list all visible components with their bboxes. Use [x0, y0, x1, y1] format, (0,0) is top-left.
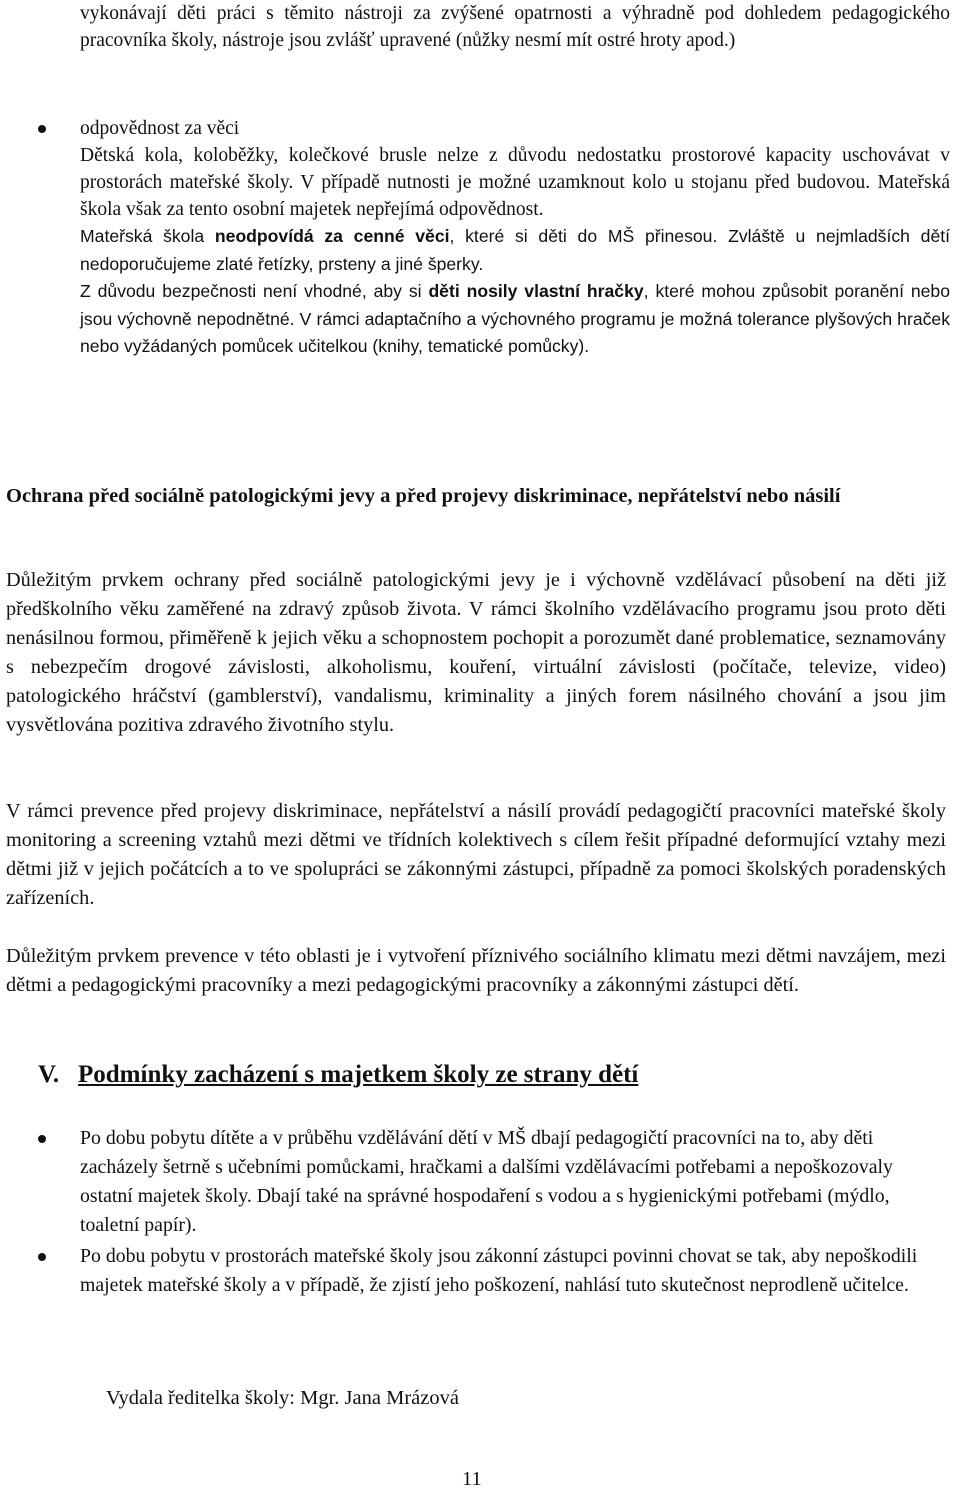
section-heading	[38, 1058, 638, 1092]
toys-paragraph	[80, 278, 950, 361]
property-list	[80, 1124, 950, 1302]
toys-text-a: Z důvodu bezpečnosti není vhodné, aby si	[80, 281, 429, 301]
protection-paragraph-3: Důležitým prvkem prevence v této oblasti je i vytvoření příznivého sociálního klimatu mezi dětmi navzájem, mezi dětmi a pedagogickými pracovníky a mezi pedagogickými pracovníky a zákonnými zástupci dětí.	[6, 945, 946, 996]
toys-text-bold: děti nosily vlastní hračky	[428, 281, 644, 301]
valuables-text-bold: neodpovídá za cenné věci	[214, 226, 450, 246]
responsibility-paragraph: Dětská kola, koloběžky, kolečkové brusle nelze z důvodu nedostatku prostorové kapacity uschovávat v prostorách mateřské školy. V případě nutnosti je možné uzamknout kolo u stojanu před budovou. Mateřská škola však za tento osobní majetek nepřejímá odpovědnost.	[80, 145, 950, 220]
section-number: V.	[38, 1061, 60, 1088]
bullet-icon	[38, 125, 46, 133]
continuation-paragraph: vykonávají děti práci s těmito nástroji za zvýšené opatrnosti a výhradně pod dohledem pedagogického pracovníka školy, nástroje jsou zvlášť upravené (nůžky nesmí mít ostré hroty apod.)	[80, 3, 950, 51]
list-item-text: Po dobu pobytu dítěte a v průběhu vzdělávání dětí v MŠ dbají pedagogičtí pracovníci na to, aby děti zacházely šetrně s učebními pomůckami, hračkami a dalšími vzdělávacími potřebami a nepoškozovaly ostatní majetek školy. Dbají také na správné hospodaření s vodou a s hygienickými potřebami (mýdlo, toaletní papír).	[80, 1127, 893, 1236]
page-number: 11	[462, 1468, 482, 1490]
toys-text-c: , které mohou způsobit poranění nebo jsou výchovně nepodnětné. V rámci adaptačního a výchovného programu je možná tolerance plyšových hraček nebo vyžádaných pomůcek učitelkou (knihy, tematické pomůcky).	[80, 281, 950, 356]
list-item	[80, 1242, 950, 1300]
protection-heading: Ochrana před sociálně patologickými jevy a před projevy diskriminace, nepřátelství nebo násilí	[6, 485, 841, 507]
responsibility-title: odpovědnost za věci	[80, 118, 240, 139]
protection-paragraph-2: V rámci prevence před projevy diskriminace, nepřátelství a násilí provádí pedagogičtí pracovníci mateřské školy monitoring a screening vztahů mezi dětmi ve třídních kolektivech s cílem řešit případné deformující vztahy mezi dětmi již v jejich počátcích a to ve spolupráci se zákonnými zástupci, případně za pomoci školských poradenských zařízeních.	[6, 800, 946, 909]
bullet-icon	[38, 1253, 46, 1261]
list-item	[80, 1124, 950, 1240]
valuables-text-c: , které si děti do MŠ přinesou. Zvláště u nejmladších dětí nedoporučujeme zlaté řetízky, prsteny a jiné šperky.	[80, 226, 951, 274]
valuables-paragraph	[80, 223, 950, 278]
list-item-text: Po dobu pobytu v prostorách mateřské školy jsou zákonní zástupci povinni chovat se tak, aby nepoškodili majetek mateřské školy a v případě, že zjistí jeho poškození, nahlásí tuto skutečnost neprodleně učitelce.	[80, 1245, 918, 1296]
valuables-text-a: Mateřská škola	[80, 226, 215, 246]
section-title: Podmínky zacházení s majetkem školy ze strany dětí	[78, 1061, 639, 1088]
protection-paragraph-1: Důležitým prvkem ochrany před sociálně patologickými jevy je i výchovně vzdělávací působení na děti již předškolního věku zaměřené na zdravý způsob života. V rámci školního vzdělávacího programu jsou proto děti nenásilnou formou, přiměřeně k jejich věku a schopnostem pochopit a porozumět dané problematice, seznamovány s nebezpečím drogové závislosti, alkoholismu, kouření, virtuální závislosti (počítače, televize, video) patologického hráčství (gamblerství), vandalismu, kriminality a jiných forem násilného chování a jsou jim vysvětlována pozitiva zdravého životního stylu.	[6, 569, 946, 736]
bullet-icon	[38, 1135, 46, 1143]
responsibility-bullet	[80, 115, 950, 361]
signature: Vydala ředitelka školy: Mgr. Jana Mrázová	[106, 1387, 459, 1409]
